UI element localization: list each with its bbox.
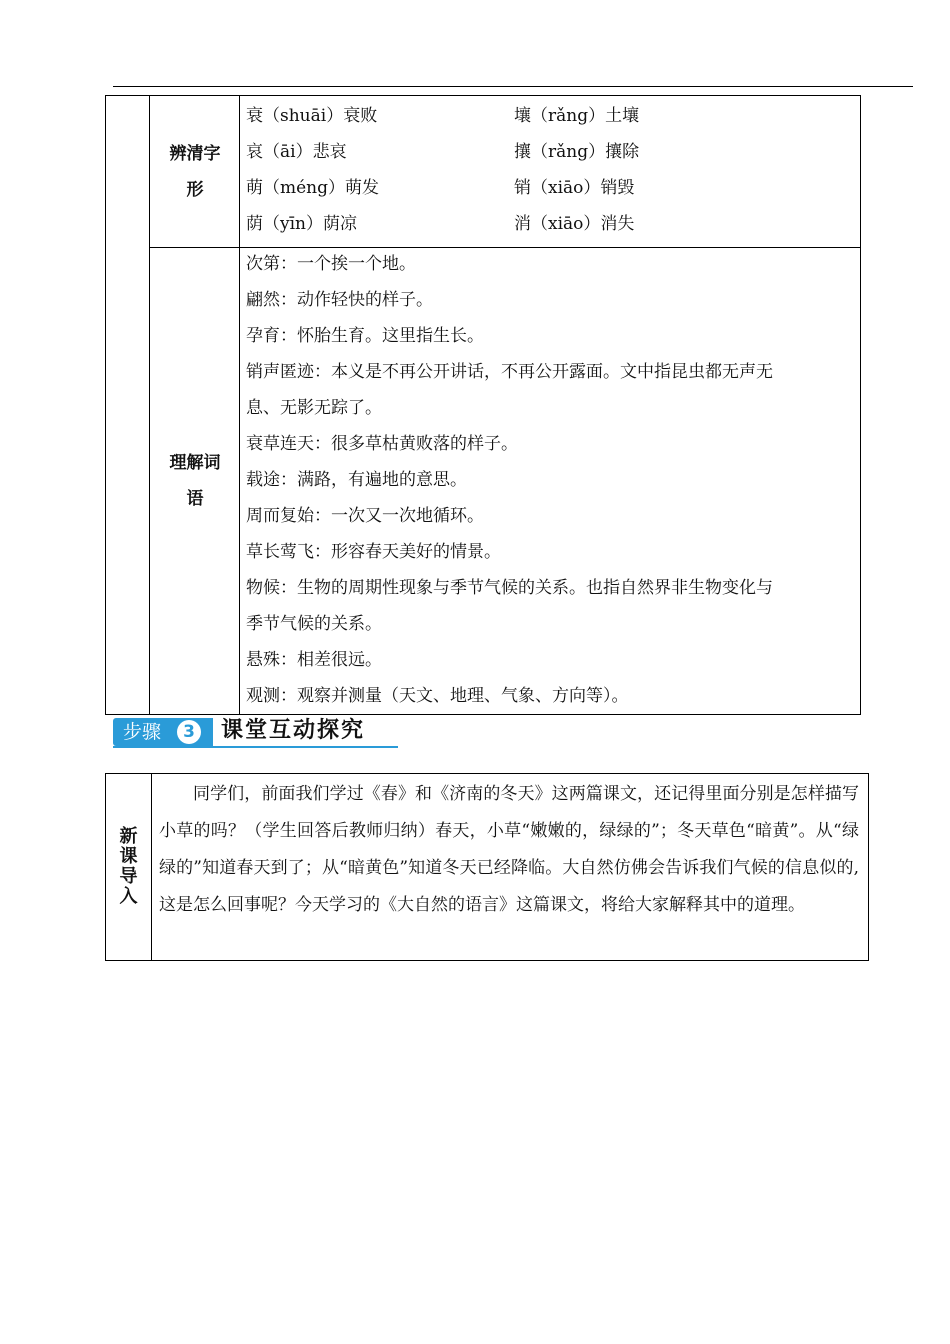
- vocab-table-margin-column: [106, 96, 150, 714]
- char-right: 攘（rǎng）攘除: [514, 142, 640, 162]
- char-left: 衰（shuāi）衰败: [246, 106, 378, 126]
- definition-line: 孕育：怀胎生育。这里指生长。: [246, 326, 484, 346]
- definition-line: 次第：一个挨一个地。: [246, 254, 416, 274]
- vocab-table: [105, 95, 861, 715]
- definition-line: 草长莺飞：形容春天美好的情景。: [246, 542, 501, 562]
- label-bianqing-zixing: 辨清字形: [169, 143, 221, 200]
- char-row: [246, 170, 846, 206]
- char-left: 哀（āi）悲哀: [246, 142, 347, 162]
- character-pairs: [246, 98, 846, 242]
- definition-line: 季节气候的关系。: [246, 614, 382, 634]
- char-right: 消（xiāo）消失: [514, 214, 635, 234]
- char-row: [246, 98, 846, 134]
- definition-line: 悬殊：相差很远。: [246, 650, 382, 670]
- header-rule: [113, 86, 913, 87]
- intro-label-cell: [106, 774, 152, 960]
- intro-text: 同学们，前面我们学过《春》和《济南的冬天》这两篇课文，还记得里面分别是怎样描写小草的吗？（学生回答后教师归纳）春天，小草“嫩嫩的，绿绿的”；冬天草色“暗黄”。从“绿绿的”知道春天到了；从“暗黄色”知道冬天已经降临。大自然仿佛会告诉我们气候的信息似的,这是怎么回事呢？今天学习的《大自然的语言》这篇课文，将给大家解释其中的道理。: [159, 784, 859, 915]
- definition-line: 载途：满路，有遍地的意思。: [246, 470, 467, 490]
- definition-line: 销声匿迹：本义是不再公开讲话，不再公开露面。文中指昆虫都无声无: [246, 362, 773, 382]
- step-number-badge: 3: [177, 720, 201, 744]
- step-title: 课堂互动探究: [221, 718, 366, 743]
- char-row: [246, 134, 846, 170]
- char-left: 荫（yīn）荫凉: [246, 214, 357, 234]
- definition-line: 观测：观察并测量（天文、地理、气象、方向等）。: [246, 686, 629, 706]
- definition-line: 翩然：动作轻快的样子。: [246, 290, 433, 310]
- step-prefix: 步骤: [113, 718, 213, 746]
- char-row: [246, 206, 846, 242]
- definition-line: 物候：生物的周期性现象与季节气候的关系。也指自然界非生物变化与: [246, 578, 773, 598]
- char-left: 萌（méng）萌发: [246, 178, 380, 198]
- intro-table: [105, 773, 869, 961]
- step-banner: [113, 716, 398, 748]
- definition-line: 衰草连天：很多草枯黄败落的样子。: [246, 434, 518, 454]
- definition-line: 息、无影无踪了。: [246, 398, 382, 418]
- char-right: 壤（rǎng）土壤: [514, 106, 640, 126]
- definition-line: 周而复始：一次又一次地循环。: [246, 506, 484, 526]
- step-underline: [113, 746, 398, 748]
- intro-label: 新课导入: [119, 826, 138, 907]
- char-right: 销（xiāo）销毁: [514, 178, 635, 198]
- word-definitions: [246, 246, 846, 714]
- label-lijie-ciyu: 理解词语: [169, 453, 221, 509]
